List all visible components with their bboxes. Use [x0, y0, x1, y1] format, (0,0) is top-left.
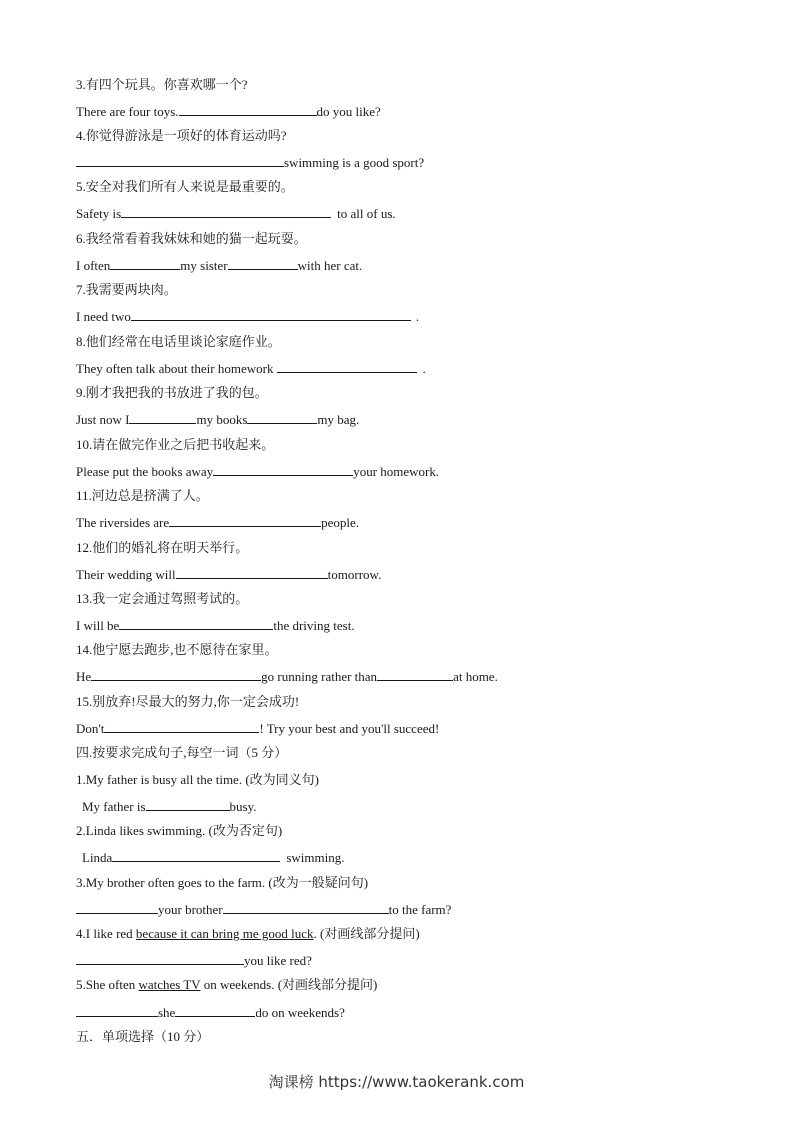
s4-q4-answer: you like red? [76, 951, 312, 970]
answer-blank[interactable] [76, 951, 244, 965]
q11-chinese: 11.河边总是挤满了人。 [76, 488, 209, 503]
q7-chinese: 7.我需要两块肉。 [76, 282, 177, 297]
answer-blank[interactable] [247, 410, 317, 424]
section-5-title: 五．单项选择（10 分） [76, 1029, 210, 1044]
answer-blank[interactable] [76, 900, 158, 914]
s4-q5-answer: she do on weekends? [76, 1003, 345, 1022]
q14-english: He go running rather than at home. [76, 669, 498, 684]
answer-blank[interactable] [104, 719, 259, 733]
q11-english: The riversides are people. [76, 515, 360, 530]
answer-blank[interactable] [76, 153, 284, 167]
answer-blank[interactable] [129, 410, 196, 424]
answer-blank[interactable] [377, 667, 453, 681]
section-4-title: 四.按要求完成句子,每空一词（5 分） [76, 745, 288, 760]
q15-chinese: 15.别放弃!尽最大的努力,你一定会成功! [76, 694, 300, 709]
q12-chinese: 12.他们的婚礼将在明天举行。 [76, 540, 249, 555]
answer-blank[interactable] [76, 1003, 158, 1017]
s4-q1-prompt: 1.My father is busy all the time. (改为同义句) [76, 772, 319, 787]
answer-blank[interactable] [110, 256, 180, 270]
q3-chinese: 3.有四个玩具。你喜欢哪一个? [76, 77, 248, 92]
footer-watermark: 淘课榜 https://www.taokerank.com [268, 1073, 525, 1091]
answer-blank[interactable] [119, 616, 273, 630]
answer-blank[interactable] [277, 359, 417, 373]
answer-blank[interactable] [228, 256, 298, 270]
q12-english: Their wedding will tomorrow. [76, 567, 382, 582]
s4-q1-answer: My father is busy. [82, 799, 257, 814]
q9-chinese: 9.刚才我把我的书放进了我的包。 [76, 385, 268, 400]
q10-chinese: 10.请在做完作业之后把书收起来。 [76, 437, 275, 452]
answer-blank[interactable] [213, 462, 353, 476]
s4-q2-answer: Linda swimming. [82, 850, 345, 865]
q10-english: Please put the books away your homework. [76, 464, 440, 479]
answer-blank[interactable] [179, 102, 317, 116]
answer-blank[interactable] [146, 797, 230, 811]
answer-blank[interactable] [112, 848, 280, 862]
q8-english: They often talk about their homework . [76, 361, 426, 376]
q13-english: I will be the driving test. [76, 618, 355, 633]
q7-english: I need two . [76, 309, 420, 324]
answer-blank[interactable] [131, 307, 411, 321]
q4-chinese: 4.你觉得游泳是一项好的体育运动吗? [76, 128, 287, 143]
answer-blank[interactable] [91, 667, 261, 681]
s4-q3-prompt: 3.My brother often goes to the farm. (改为一般疑问句) [76, 875, 369, 890]
answer-blank[interactable] [175, 1003, 255, 1017]
q6-chinese: 6.我经常看着我妹妹和她的猫一起玩耍。 [76, 231, 307, 246]
answer-blank[interactable] [176, 565, 328, 579]
underlined-phrase: watches TV [138, 977, 201, 992]
q5-chinese: 5.安全对我们所有人来说是最重要的。 [76, 179, 294, 194]
q4-english: swimming is a good sport? [76, 153, 424, 172]
q13-chinese: 13.我一定会通过驾照考试的。 [76, 591, 249, 606]
s4-q4-prompt: 4.I like red because it can bring me good luck. (对画线部分提问) [76, 926, 420, 941]
q14-chinese: 14.他宁愿去跑步,也不愿待在家里。 [76, 642, 278, 657]
s4-q2-prompt: 2.Linda likes swimming. (改为否定句) [76, 823, 283, 838]
q9-english: Just now I my books my bag. [76, 412, 360, 427]
q15-english: Don't ! Try your best and you'll succeed! [76, 721, 440, 736]
q8-chinese: 8.他们经常在电话里谈论家庭作业。 [76, 334, 281, 349]
answer-blank[interactable] [223, 900, 389, 914]
q3-english: There are four toys. do you like? [76, 104, 381, 119]
s4-q5-prompt: 5.She often watches TV on weekends. (对画线部分提问) [76, 977, 378, 992]
q5-english: Safety is to all of us. [76, 206, 396, 221]
s4-q3-answer: your brother to the farm? [76, 900, 451, 919]
answer-blank[interactable] [169, 513, 321, 527]
q6-english: I often my sister with her cat. [76, 258, 363, 273]
underlined-phrase: because it can bring me good luck [135, 926, 314, 941]
answer-blank[interactable] [121, 204, 331, 218]
